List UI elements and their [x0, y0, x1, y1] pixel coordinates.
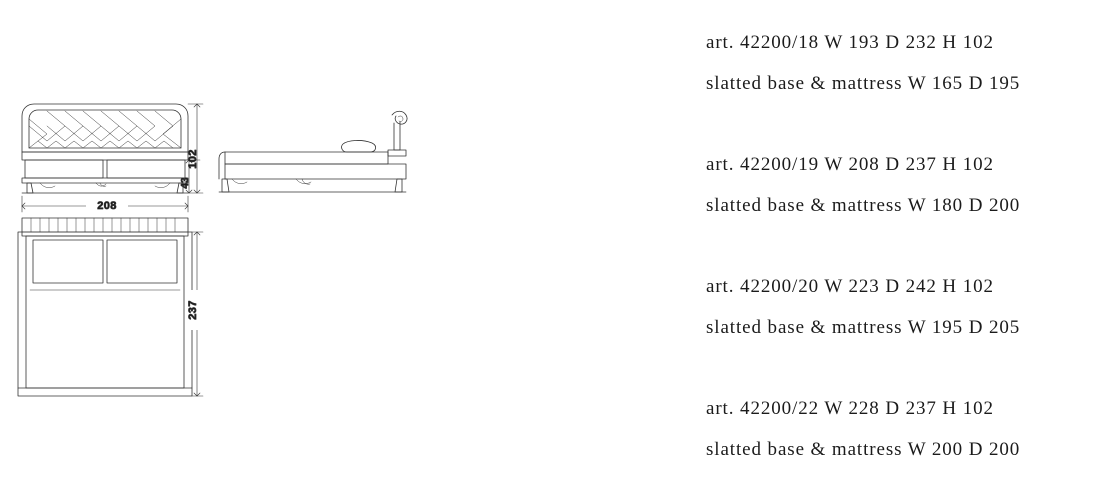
specification-list — [706, 22, 1096, 470]
front-elevation-view — [22, 104, 188, 193]
spec-group — [706, 266, 1096, 348]
spec-article-line: art. 42200/18 W 193 D 232 H 102 — [706, 32, 994, 53]
spec-article-line: art. 42200/19 W 208 D 237 H 102 — [706, 154, 994, 175]
spec-group — [706, 388, 1096, 470]
spec-article-line: art. 42200/20 W 223 D 242 H 102 — [706, 276, 994, 297]
side-elevation-view — [219, 111, 407, 192]
top-plan-view — [18, 218, 192, 396]
spec-group — [706, 144, 1096, 226]
dimension-label-width: 208 — [97, 200, 117, 212]
spec-group — [706, 22, 1096, 104]
spec-base-line: slatted base & mattress W 180 D 200 — [706, 195, 1021, 216]
dimension-label-height-total: 102 — [187, 149, 199, 169]
dimension-label-depth: 237 — [187, 300, 199, 320]
spec-base-line: slatted base & mattress W 200 D 200 — [706, 439, 1021, 460]
spec-article-line: art. 42200/22 W 228 D 237 H 102 — [706, 398, 994, 419]
spec-base-line: slatted base & mattress W 195 D 205 — [706, 317, 1021, 338]
spec-base-line: slatted base & mattress W 165 D 195 — [706, 73, 1021, 94]
dimension-label-height-seat: 43 — [180, 177, 191, 189]
